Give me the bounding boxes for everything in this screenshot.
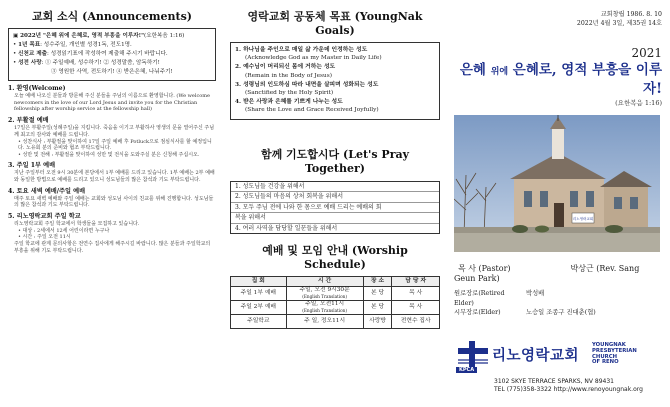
time-sub: (English Translation) — [302, 293, 348, 299]
goal-item — [235, 98, 435, 114]
issue-date: 2022년 4월 3일, 제35권 14호 — [576, 20, 662, 27]
church-photo — [454, 115, 660, 252]
submission-label: 신천교 제출 — [18, 51, 48, 57]
item-saturday-body: 매주 토요 새벽 예배와 주일 예배는 교회와 성도님 사이의 친교를 위해 진행합니다. 성도님들의 많은 참석과 기도 부탁드립니다. — [14, 195, 214, 209]
prayer-item: 2. 성도님들의 마음의 상처 회복을 위해서 — [231, 192, 439, 203]
church-love-label: 성전 사랑 — [18, 60, 42, 66]
goal-en: (Remain in the Body of Jesus) — [245, 72, 332, 79]
schedule-table — [230, 276, 440, 329]
item-sunday-school-body: 리노영락교회 주일 학교에서 학생들을 모집하고 있습니다. — [14, 221, 140, 228]
item-sunday-school-head: 5. 리노영락교회 주일 학교 — [8, 213, 81, 221]
item-sunday-school-bullet: • 시간 : 주일 오전 11시 — [18, 234, 71, 241]
elder-role: 원로장로(Retired Elder) — [454, 290, 505, 307]
prayer-item: 4. 여러 사역을 담당할 일꾼들을 위해서 — [235, 224, 338, 232]
time-text: 주일, 오전11시 — [305, 301, 345, 308]
col-header: 시 간 — [286, 277, 363, 287]
submission-text: : 성경읽기표에 작성하여 제출해 주시기 바랍니다. — [47, 51, 168, 57]
table-row — [231, 315, 440, 329]
announcements-title: 교회 소식 (Announcements) — [31, 10, 193, 23]
goal-en: (Sanctified by the Holy Spirit) — [245, 90, 334, 97]
cell-place: 본 당 — [363, 301, 392, 315]
table-row — [231, 301, 440, 315]
founded-date: 교회창립 1986. 8. 10 — [600, 11, 662, 18]
item-welcome-body: 오늘 예배 나오신 분들과 방문해 주신 분들을 주님의 이름으로 환영합니다. (We welcome newcomers in the love of our Lord Jesus and invite you for the Christian fellowship after worship service at the fellowship hall) — [14, 93, 210, 113]
prayer-item: 복을 위해서 — [231, 213, 439, 224]
cell-time — [286, 287, 363, 301]
elder-role: 시무장로(Elder) — [454, 309, 501, 317]
col-header: 집 회 — [231, 277, 287, 287]
motto-ref: (요한복음 1:16) — [144, 33, 185, 39]
item-first-service-body: 지난 주일부터 오전 9시 30분에 본당에서 1부 예배를 드리고 있습니다. 1부 예배는 2부 예배와 동일한 방법으로 예배를 드리고 있으니 성도님들의 많은 참석과 기도 부탁드립니다. — [14, 170, 215, 183]
headline-part: , 영적 부흥을 이루자! — [551, 62, 662, 97]
year-goal-text: : 성수주일, 개인별 성경1독, 전도1명. — [40, 42, 132, 48]
theme-headline — [454, 62, 662, 98]
elder-name: 박성배 — [526, 290, 545, 298]
church-logo — [454, 340, 660, 376]
schedule-title: 예배 및 모임 안내 (Worship Schedule) — [262, 244, 408, 272]
table-row — [231, 287, 440, 301]
goal-ko: 3. 성령님의 인도하심 따라 내면을 살피며 성화되는 성도 — [235, 81, 379, 88]
prayer-item: 3. 모두 주님 전에 나와 한 몸으로 예배 드리는 예배의 회 — [231, 203, 439, 214]
pastor-name: 박상근 (Rev. Sang Geun Park) — [454, 264, 640, 283]
goals-panel — [222, 0, 446, 407]
prayer-title: 함께 기도합시다 (Let's Pray Together) — [260, 147, 410, 175]
time-text: 주 일, 정오11시 — [304, 318, 346, 325]
pastor-title: 목 사 (Pastor) — [458, 264, 511, 273]
cross-logo-icon — [456, 340, 490, 368]
time-text: 주일, 오전 9시30분 — [299, 287, 350, 294]
pastor-row — [454, 264, 660, 283]
cell-name: 주일 1부 예배 — [231, 287, 287, 301]
item-sunday-school-tail: 주일 학교에 관계 문의사항은 전연수 집사에게 해주시길 바랍니다. 많은 분들과 주일학교의 부흥을 위해 기도 부탁드립니다. — [14, 241, 211, 254]
cell-time — [286, 301, 363, 315]
phone-web-line: TEL (775)358-3322 http://www.renoyoungnak.org — [494, 386, 643, 393]
kpca-badge: KPCA — [456, 367, 477, 373]
goal-en: (Acknowledge God as my Master in Daily Life) — [245, 55, 382, 62]
cell-leader: 목 사 — [392, 287, 440, 301]
prayer-list — [230, 181, 440, 235]
goals-title: 영락교회 공동체 목표 (YoungNak Goals) — [247, 10, 423, 37]
cell-leader: 전현수 집사 — [392, 315, 440, 329]
item-easter-bullet: • 성만 및 전해 : 부활절을 맞이하여 성만 및 전식을 도와주실 분은 신청해 주십시오. — [18, 151, 200, 158]
col-header: 담 당 자 — [392, 277, 440, 287]
church-address — [494, 378, 643, 394]
cell-leader: 목 사 — [392, 301, 440, 315]
elder-row — [454, 289, 660, 308]
church-love-text: : ① 주일예배, 성수하기! ② 성경말씀, 암독하기! — [41, 60, 160, 66]
headline-part: 위에 — [490, 67, 509, 77]
theme-verse: (요한복음 1:16) — [615, 99, 662, 107]
item-easter-head: 2. 부활절 예배 — [8, 117, 49, 125]
elder-name: 노승일 조종구 진대춘(협) — [526, 309, 596, 317]
checkbox-icon: ▣ — [13, 33, 21, 39]
item-welcome-head: 1. 환영(Welcome) — [8, 85, 66, 92]
staff-list — [454, 264, 660, 318]
sign-text: 리노영락교회 — [572, 217, 594, 221]
headline-part: 은혜 — [459, 62, 491, 78]
cell-time — [286, 315, 363, 329]
theme-year: 2021 — [631, 46, 662, 60]
logo-en-line: OF RENO — [592, 359, 619, 366]
cell-place: 본 당 — [363, 287, 392, 301]
goal-item — [235, 81, 435, 97]
logo-korean: 리노영락교회 — [492, 348, 580, 364]
announcements-panel — [0, 0, 222, 407]
logo-en-line: YOUNGNAK — [592, 342, 626, 348]
church-love-text-2: ③ 영원한 사역, 전도하기! ④ 받은은혜, 나눠주기! — [51, 69, 173, 75]
year-goal-label: 1년 목표 — [18, 42, 41, 48]
goal-ko: 2. 예수님이 머리되신 몸에 거하는 성도 — [235, 64, 336, 71]
cell-name: 주일 2부 예배 — [231, 301, 287, 315]
logo-english — [592, 343, 660, 366]
cell-name: 주일학교 — [231, 315, 287, 329]
goal-item — [235, 63, 435, 79]
goal-ko: 1. 하나님을 주인으로 매일 삶 가운데 인정하는 성도 — [235, 47, 368, 53]
headline-part: 은혜로 — [508, 62, 552, 78]
logo-en-line: PRESBYTERIAN CHURCH — [592, 347, 637, 360]
goal-item — [235, 46, 435, 62]
yearly-goals-box: ▣ 2022년 "은혜 위에 은혜로, 영적 부흥을 이루자!"(요한복음 1:16) • 1년 목표: 성수주일, 개인별 성경1독, 전도1명. • 신천교 제출: 성경읽기표에 작성하여 제출해 주시기 바랍니다. • 성전 사랑: ① 주일예배, 성수하기! ② 성경말씀, 암독하기! ③ 영원한 사역, 전도하기! ④ 받은은혜, 나눠주기! — [8, 28, 216, 81]
goals-box — [230, 42, 440, 120]
cell-place: 사랑방 — [363, 315, 392, 329]
goal-en: (Share the Love and Grace Received Joyfully) — [245, 107, 379, 114]
goal-ko: 4. 받은 사랑과 은혜를 기쁘게 나누는 성도 — [235, 99, 343, 106]
item-easter-bullet: • 성찬식사 : 부활절을 맞이하여 17일 주일 예배 후 Potluck으로 점심식사를 할 예정입니다. 노유회 분의 준비와 협조 부탁드립니다. — [18, 138, 212, 152]
item-first-service-head: 3. 주일 1부 예배 — [8, 162, 56, 170]
table-header-row — [231, 277, 440, 287]
address-line: 3102 SKYE TERRACE SPARKS, NV 89431 — [494, 378, 614, 385]
item-easter-body: 17일은 부활주일(성례주일)을 지킵니다. 죽음을 이기고 부활하사 영생의 문을 열어주신 주님께 최고의 감사와 예배를 드립니다. — [14, 125, 215, 138]
item-sunday-school-bullet: • 대상 : 2세에서 12세 어린이라면 누구나 — [18, 227, 110, 234]
item-saturday-head: 4. 토요 새벽 예배/주일 예배 — [8, 187, 86, 195]
prayer-item: 1. 성도님들 건강을 위해서 — [231, 182, 439, 193]
motto-label: 2022년 "은혜 위에 은혜로, 영적 부흥을 이루자!" — [20, 33, 145, 39]
time-sub: (English Translation) — [302, 307, 348, 313]
col-header: 장 소 — [363, 277, 392, 287]
elder-row — [454, 308, 660, 318]
